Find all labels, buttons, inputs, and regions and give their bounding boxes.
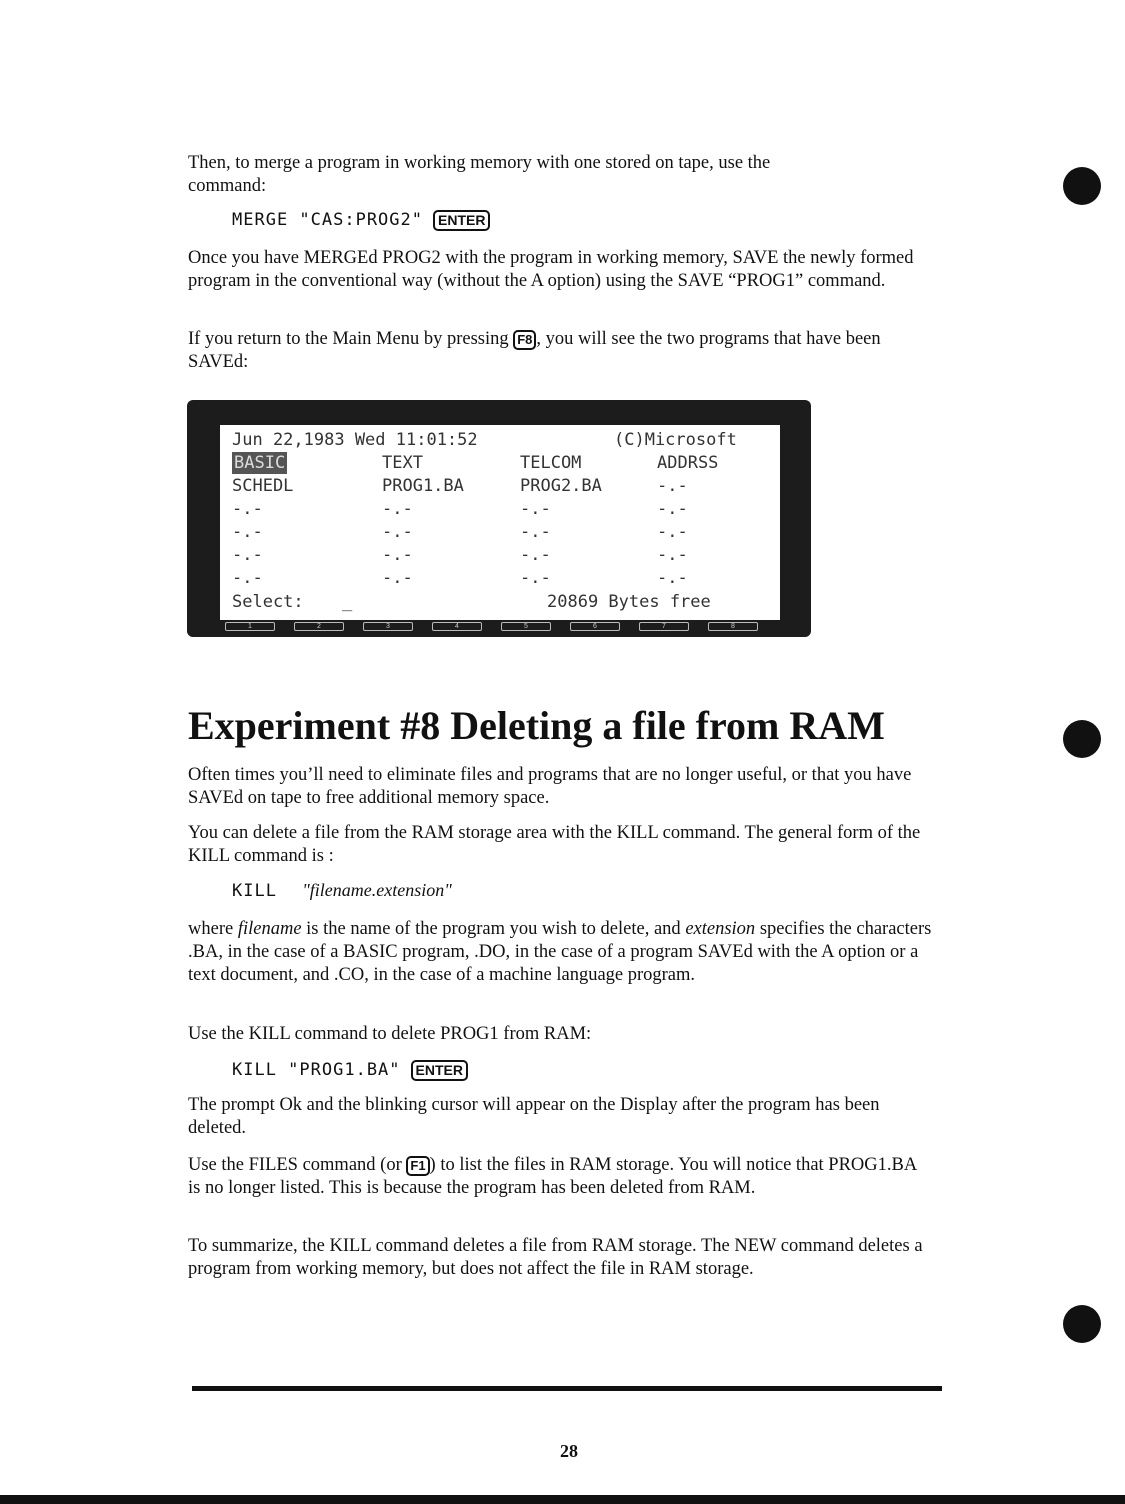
bottom-edge-bar bbox=[0, 1495, 1125, 1504]
screen-menu-item[interactable]: -.- bbox=[232, 522, 263, 542]
kill-argument: "filename.extension" bbox=[302, 880, 452, 900]
screen-menu-item[interactable]: -.- bbox=[520, 545, 551, 565]
summary-paragraph: To summarize, the KILL command deletes a file from RAM storage. The NEW command deletes a program from working memory, but does not affect the file in RAM storage. bbox=[188, 1236, 923, 1279]
binder-hole-icon bbox=[1063, 167, 1101, 205]
intro-line-1: Then, to merge a program in working memory with one stored on tape, use the bbox=[188, 153, 771, 173]
main-menu-paragraph bbox=[188, 328, 933, 374]
function-key-label: 7 bbox=[639, 622, 689, 631]
screen-menu-item[interactable]: -.- bbox=[657, 568, 688, 588]
screen-menu-item[interactable]: -.- bbox=[520, 568, 551, 588]
merge-command: MERGE "CAS:PROG2" bbox=[232, 210, 423, 230]
binder-hole-icon bbox=[1063, 1305, 1101, 1343]
page-number: 28 bbox=[560, 1441, 578, 1461]
kill-example-command: KILL "PROG1.BA" bbox=[232, 1060, 401, 1080]
screen-menu-item[interactable]: PROG2.BA bbox=[520, 476, 602, 496]
screen-menu-item[interactable]: -.- bbox=[232, 545, 263, 565]
screen-menu-item[interactable]: TEXT bbox=[382, 453, 423, 473]
screen-menu-item[interactable]: -.- bbox=[382, 545, 413, 565]
main-menu-text-a: If you return to the Main Menu by pressing bbox=[188, 329, 509, 349]
kill-intro-paragraph: You can delete a file from the RAM storage area with the KILL command. The general form of the KILL command is : bbox=[188, 823, 921, 866]
function-key-label: 1 bbox=[225, 622, 275, 631]
screen-copyright: (C)Microsoft bbox=[614, 430, 737, 450]
kill-keyword: KILL bbox=[232, 881, 277, 901]
screen-menu-item[interactable]: -.- bbox=[232, 499, 263, 519]
screen-menu-item[interactable]: -.- bbox=[232, 568, 263, 588]
function-key-strip bbox=[225, 622, 770, 632]
screen-menu-item[interactable]: SCHEDL bbox=[232, 476, 294, 496]
screen-datetime: Jun 22,1983 Wed 11:01:52 bbox=[232, 430, 478, 450]
merge-command-line bbox=[232, 210, 490, 231]
kill-syntax-line bbox=[232, 880, 452, 901]
eliminate-files-paragraph: Often times you’ll need to eliminate files and programs that are no longer useful, or that you have SAVEd on tape to free additional memory space. bbox=[188, 765, 912, 808]
function-key-label: 4 bbox=[432, 622, 482, 631]
filename-explanation-paragraph bbox=[188, 918, 933, 987]
function-key-label: 3 bbox=[363, 622, 413, 631]
files-text-a: Use the FILES command (or bbox=[188, 1155, 402, 1175]
filename-term: filename bbox=[237, 919, 302, 939]
use-kill-paragraph: Use the KILL command to delete PROG1 from RAM: bbox=[188, 1024, 592, 1044]
intro-line-2: command: bbox=[188, 176, 267, 196]
function-key-label: 5 bbox=[501, 622, 551, 631]
intro-paragraph bbox=[188, 152, 933, 198]
screen-menu-item[interactable]: TELCOM bbox=[520, 453, 582, 473]
kill-example-line bbox=[232, 1060, 468, 1081]
screen-bytes-free: 20869 Bytes free bbox=[547, 592, 711, 612]
screen-menu-item[interactable]: -.- bbox=[382, 522, 413, 542]
extension-term: extension bbox=[685, 919, 756, 939]
screen-menu-item[interactable]: -.- bbox=[657, 499, 688, 519]
screen-menu-item[interactable]: -.- bbox=[657, 545, 688, 565]
prompt-paragraph: The prompt Ok and the blinking cursor will appear on the Display after the program has been deleted. bbox=[188, 1095, 880, 1138]
f1-key-icon: F1 bbox=[406, 1156, 429, 1176]
enter-key-icon: ENTER bbox=[411, 1060, 468, 1081]
function-key-label: 6 bbox=[570, 622, 620, 631]
screen-menu-item[interactable]: -.- bbox=[657, 522, 688, 542]
files-text-b: ) to list the files in RAM storage. You will notice that PROG1.BA is no longer listed. This is because the program has been deleted from RAM. bbox=[188, 1155, 917, 1198]
screen-header-row bbox=[232, 429, 737, 451]
function-key-label: 2 bbox=[294, 622, 344, 631]
merge-save-paragraph: Once you have MERGEd PROG2 with the program in working memory, SAVE the newly formed program in the conventional way (without the A option) using the SAVE “PROG1” command. bbox=[188, 248, 914, 291]
files-command-paragraph bbox=[188, 1154, 933, 1200]
filename-mid-text: is the name of the program you wish to delete, and bbox=[306, 919, 681, 939]
menu-screen-display bbox=[220, 425, 780, 620]
screen-menu-item[interactable]: -.- bbox=[520, 522, 551, 542]
enter-key-icon: ENTER bbox=[433, 210, 490, 231]
screen-cursor: _ bbox=[342, 592, 353, 612]
screen-menu-item[interactable]: -.- bbox=[382, 499, 413, 519]
screen-select-label: Select: bbox=[232, 592, 304, 612]
section-heading: Experiment #8 Deleting a file from RAM bbox=[188, 703, 885, 748]
screen-menu-item[interactable]: -.- bbox=[657, 476, 688, 496]
extension-rest-text: specifies the characters .BA, in the case of a BASIC program, .DO, in the case of a program SAVEd with the A option or a text document, and .CO, in the case of a machine language program. bbox=[188, 919, 932, 985]
main-menu-text-b: , you will see the two programs that have been SAVEd: bbox=[188, 329, 881, 372]
screen-menu-item[interactable]: ADDRSS bbox=[657, 453, 719, 473]
where-text: where bbox=[188, 919, 234, 939]
screen-menu-item[interactable]: -.- bbox=[382, 568, 413, 588]
footer-rule bbox=[192, 1386, 942, 1391]
binder-hole-icon bbox=[1063, 720, 1101, 758]
screen-menu-item[interactable]: BASIC bbox=[234, 453, 286, 473]
function-key-label: 8 bbox=[708, 622, 758, 631]
screen-menu-item[interactable]: PROG1.BA bbox=[382, 476, 464, 496]
screen-footer-row bbox=[232, 591, 711, 613]
f8-key-icon: F8 bbox=[513, 330, 536, 350]
screen-menu-item[interactable]: -.- bbox=[520, 499, 551, 519]
